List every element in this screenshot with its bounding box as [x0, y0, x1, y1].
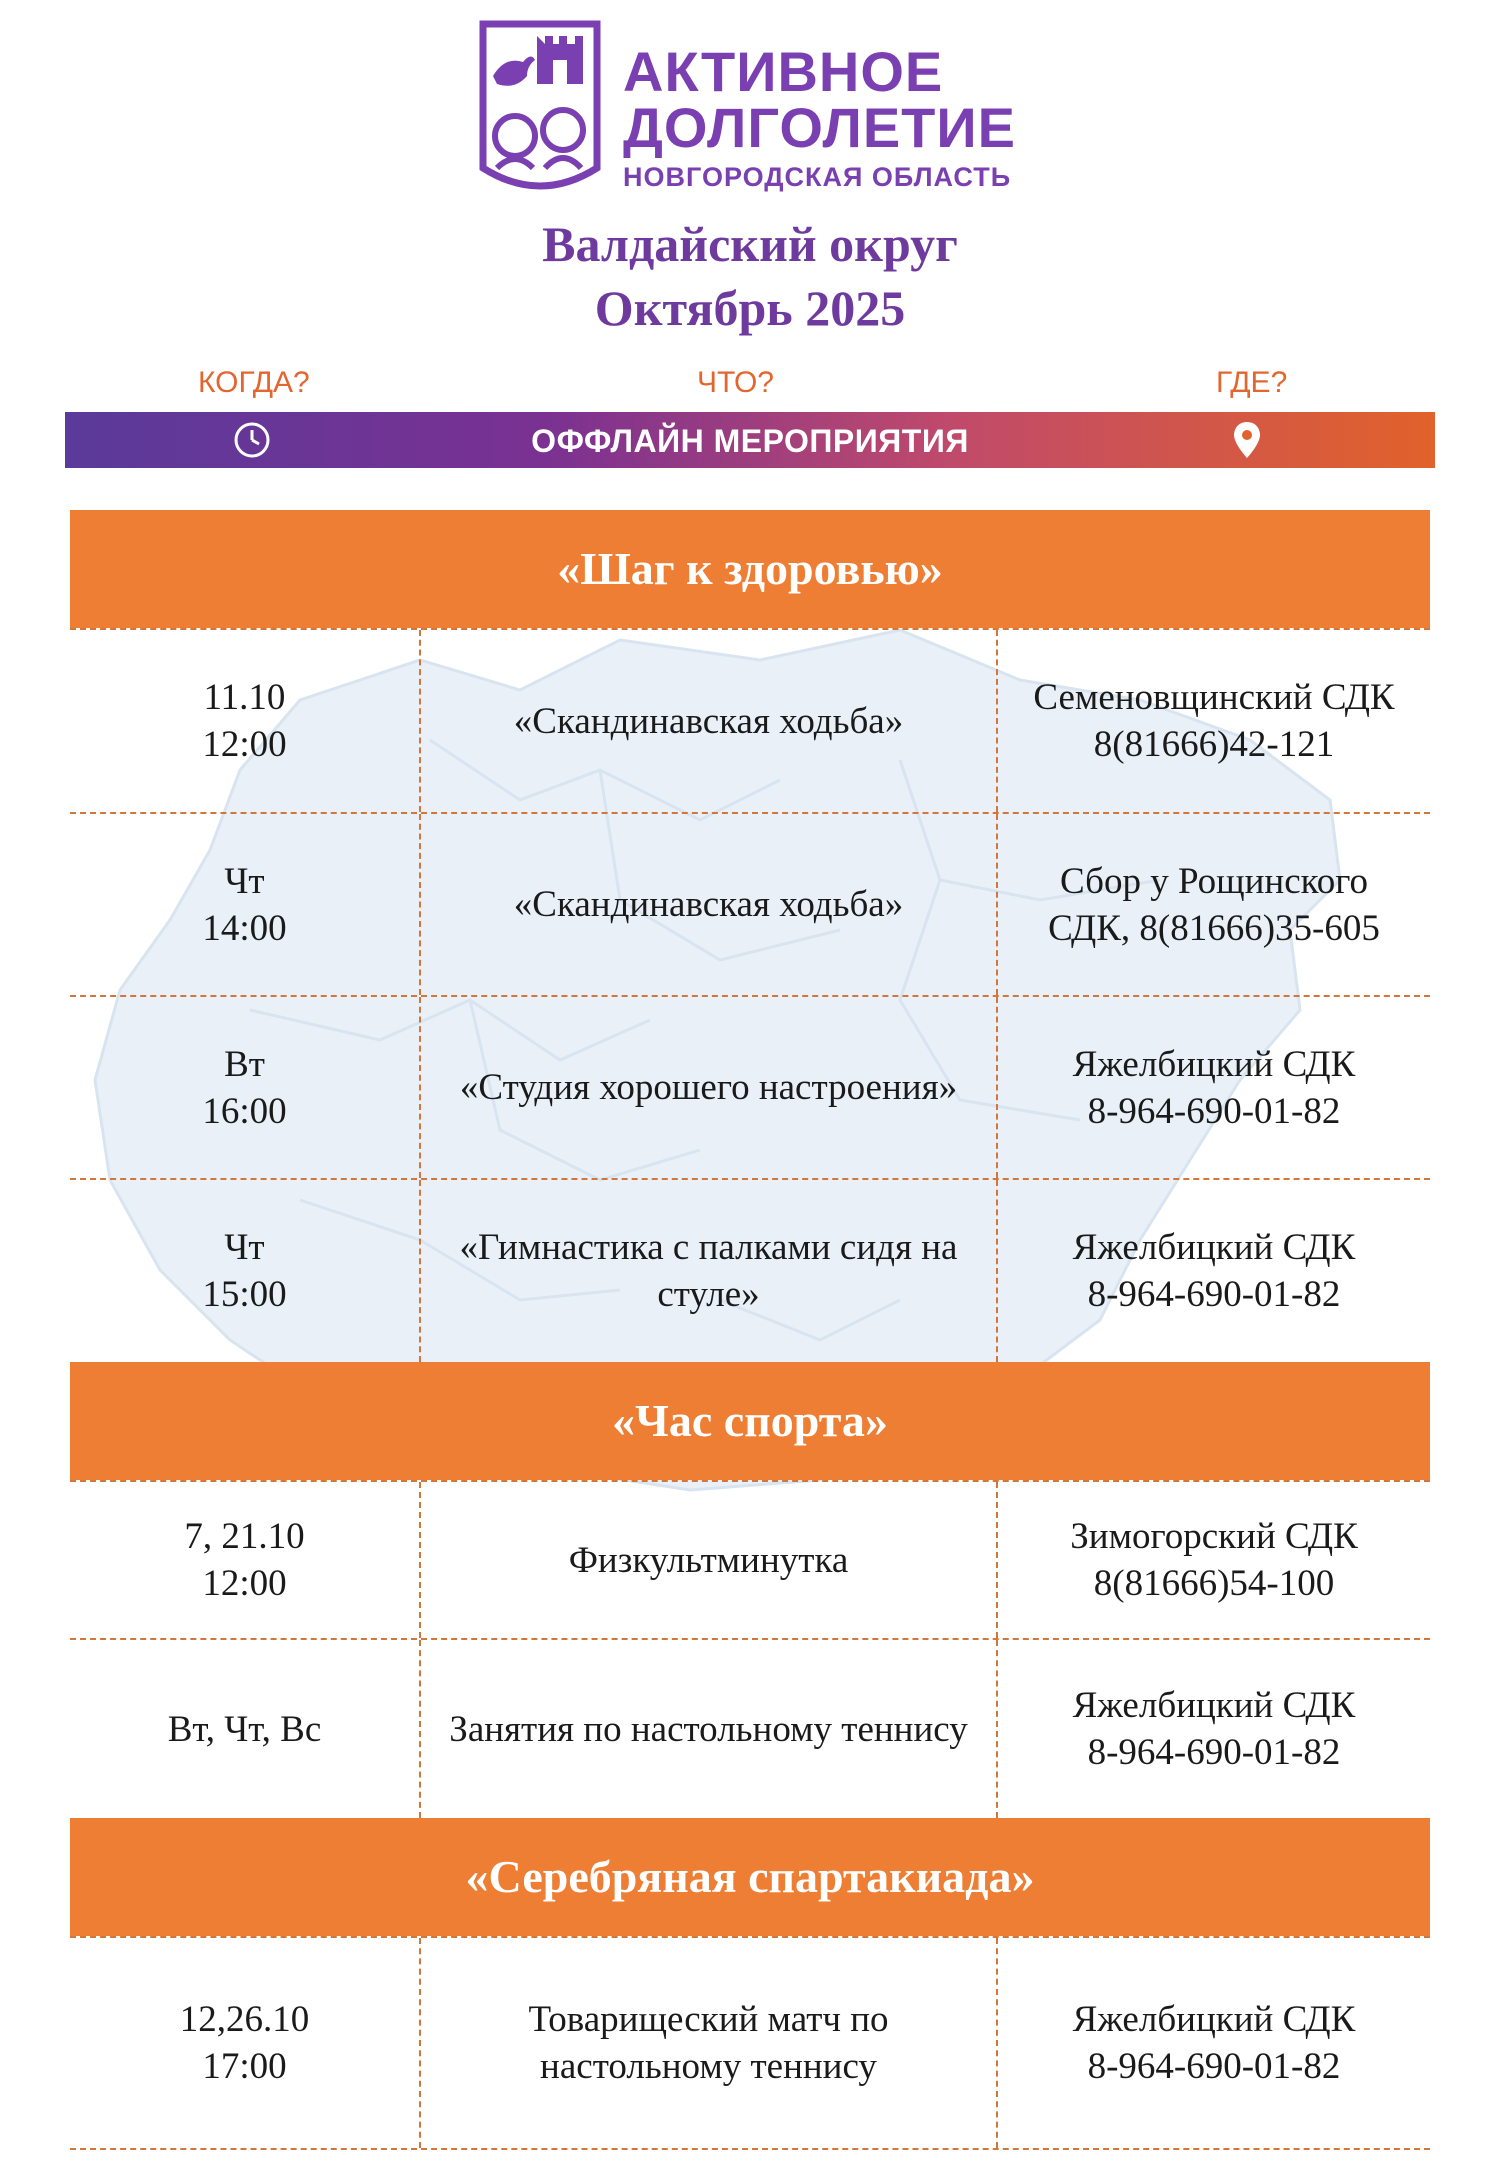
- time-text: 17:00: [202, 2046, 287, 2087]
- where-cell: [998, 1482, 1430, 1638]
- venue-text: Сбор у Рощинского: [1060, 860, 1368, 902]
- when-cell: [70, 630, 419, 812]
- time-text: 15:00: [202, 1274, 287, 1315]
- column-label-what: ЧТО?: [697, 366, 774, 399]
- venue-text: Семеновщинский СДК: [1033, 677, 1395, 718]
- event-text: Занятия по настольному теннису: [449, 1708, 968, 1750]
- table-row: [70, 812, 1430, 995]
- what-cell: [419, 814, 998, 995]
- column-label-when: КОГДА?: [198, 366, 310, 399]
- column-label-where: ГДЕ?: [1216, 366, 1288, 399]
- location-pin-icon: [1232, 420, 1262, 460]
- when-cell: [70, 1180, 419, 1362]
- event-text: «Студия хорошего настроения»: [459, 1067, 958, 1108]
- page-subtitle: Октябрь 2025: [594, 280, 906, 336]
- section-header: «Серебряная спартакиада»: [70, 1818, 1430, 1936]
- table-row: [70, 1480, 1430, 1638]
- phone-text: 8-964-690-01-82: [1087, 1090, 1341, 1132]
- what-cell: [419, 1640, 998, 1818]
- event-text: «Гимнастика с палками сидя на: [459, 1227, 958, 1268]
- table-row: [70, 1936, 1430, 2150]
- what-cell: [419, 1938, 998, 2148]
- time-text: 14:00: [202, 907, 287, 949]
- phone-text: 8(81666)54-100: [1093, 1563, 1335, 1604]
- what-cell: [419, 1482, 998, 1638]
- event-text: «Скандинавская ходьба»: [513, 700, 904, 742]
- section-header: «Шаг к здоровью»: [70, 510, 1430, 628]
- venue-text: Зимогорский СДК: [1070, 1516, 1358, 1557]
- date-text: Вт, Чт, Вс: [167, 1708, 322, 1750]
- date-text: Вт: [224, 1043, 265, 1085]
- date-text: Чт: [224, 860, 265, 902]
- date-text: Чт: [224, 1227, 265, 1268]
- table-row: [70, 1178, 1430, 1362]
- where-cell: [998, 814, 1430, 995]
- when-cell: [70, 1938, 419, 2148]
- table-row: [70, 1638, 1430, 1818]
- logo-line-2: ДОЛГОЛЕТИЕ: [623, 96, 1016, 159]
- venue-text: Яжелбицкий СДК: [1072, 1685, 1356, 1726]
- logo: [475, 18, 1035, 200]
- phone-text: 8(81666)42-121: [1093, 724, 1335, 765]
- venue-text: Яжелбицкий СДК: [1072, 1999, 1356, 2040]
- page-title: Валдайский округ: [542, 216, 958, 272]
- what-cell: [419, 630, 998, 812]
- table-row: [70, 995, 1430, 1178]
- section-header: «Час спорта»: [70, 1362, 1430, 1480]
- date-text: 7, 21.10: [184, 1516, 305, 1557]
- date-text: 11.10: [203, 677, 286, 718]
- when-cell: [70, 814, 419, 995]
- logo-line-3: НОВГОРОДСКАЯ ОБЛАСТЬ: [623, 162, 1012, 192]
- when-cell: [70, 997, 419, 1178]
- time-text: 12:00: [202, 724, 287, 765]
- venue-text: Яжелбицкий СДК: [1072, 1043, 1356, 1085]
- phone-text: 8-964-690-01-82: [1087, 1732, 1341, 1773]
- where-cell: [998, 997, 1430, 1178]
- events-banner: [65, 412, 1435, 468]
- phone-text: 8-964-690-01-82: [1087, 2046, 1341, 2087]
- where-cell: [998, 1180, 1430, 1362]
- event-text: стуле»: [657, 1274, 760, 1315]
- event-text: Физкультминутка: [568, 1539, 849, 1581]
- time-text: 12:00: [202, 1563, 287, 1604]
- what-cell: [419, 1180, 998, 1362]
- venue-text: Яжелбицкий СДК: [1072, 1227, 1356, 1268]
- where-cell: [998, 1640, 1430, 1818]
- logo-wordmark: [623, 40, 1016, 194]
- time-text: 16:00: [202, 1090, 287, 1132]
- event-text: Товарищеский матч по: [528, 1999, 889, 2040]
- emblem-icon: [475, 18, 605, 200]
- event-text: настольному теннису: [540, 2046, 877, 2087]
- logo-line-1: АКТИВНОЕ: [623, 40, 944, 103]
- event-text: «Скандинавская ходьба»: [513, 884, 904, 925]
- when-cell: [70, 1482, 419, 1638]
- table-row: [70, 628, 1430, 812]
- events-table: [70, 510, 1430, 2150]
- where-cell: [998, 1938, 1430, 2148]
- when-cell: [70, 1640, 419, 1818]
- what-cell: [419, 997, 998, 1178]
- phone-text: 8-964-690-01-82: [1087, 1274, 1341, 1315]
- date-text: 12,26.10: [179, 1999, 310, 2040]
- banner-label: ОФФЛАЙН МЕРОПРИЯТИЯ: [531, 423, 969, 459]
- phone-text: СДК, 8(81666)35-605: [1048, 907, 1380, 949]
- where-cell: [998, 630, 1430, 812]
